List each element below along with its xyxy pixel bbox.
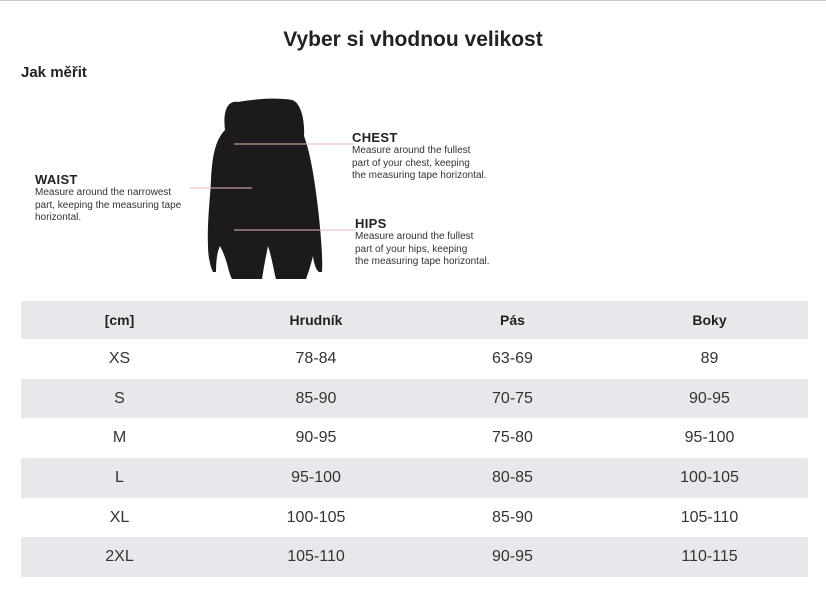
waist-cell: 75-80 — [492, 429, 533, 447]
measurement-figure — [30, 96, 520, 286]
waist-heading: WAIST — [35, 172, 78, 187]
how-to-measure-heading: Jak měřit — [21, 64, 87, 81]
waist-description: Measure around the narrowest part, keeping the measuring tape horizontal. — [35, 187, 182, 223]
header-waist: Pás — [414, 301, 611, 339]
chest-cell: 105-110 — [218, 537, 414, 577]
chest-description: Measure around the fullest part of your chest, keeping the measuring tape horizontal. — [352, 145, 487, 181]
chest-cell: 90-95 — [295, 429, 337, 447]
hips-description: Measure around the fullest part of your hips, keeping the measuring tape horizontal. — [355, 231, 490, 267]
table-row — [21, 498, 808, 538]
waist-callout — [35, 172, 225, 225]
size-cell: L — [21, 458, 218, 498]
hips-cell: 90-95 — [611, 379, 808, 419]
table-row — [21, 379, 808, 419]
waist-cell: 85-90 — [492, 508, 533, 526]
waist-cell: 63-69 — [492, 349, 533, 367]
hips-cell: 89 — [700, 349, 719, 367]
chest-cell: 78-84 — [295, 349, 337, 367]
size-cell: 2XL — [21, 537, 218, 577]
chest-cell: 95-100 — [218, 458, 414, 498]
hips-cell: 100-105 — [611, 458, 808, 498]
hips-cell: 105-110 — [680, 508, 739, 526]
waist-cell: 80-85 — [414, 458, 611, 498]
table-row — [21, 458, 808, 498]
top-divider — [0, 0, 826, 1]
hips-cell: 110-115 — [611, 537, 808, 577]
waist-cell: 90-95 — [414, 537, 611, 577]
chest-cell: 100-105 — [286, 508, 346, 526]
table-row — [21, 418, 808, 458]
size-chart-table — [21, 301, 808, 577]
table-header-row — [21, 301, 808, 339]
page-title: Vyber si vhodnou velikost — [283, 28, 543, 51]
header-hips: Boky — [611, 301, 808, 339]
hips-cell: 95-100 — [684, 429, 735, 447]
size-cell: XL — [109, 508, 130, 526]
size-cell: M — [112, 429, 127, 447]
size-cell: XS — [108, 349, 131, 367]
chest-callout — [352, 130, 532, 183]
hips-callout — [355, 216, 535, 269]
size-cell: S — [21, 379, 218, 419]
table-row — [21, 537, 808, 577]
header-chest: Hrudník — [218, 301, 414, 339]
table-row — [21, 339, 808, 379]
chest-heading: CHEST — [352, 130, 398, 145]
waist-cell: 70-75 — [414, 379, 611, 419]
hips-heading: HIPS — [355, 216, 387, 231]
chest-cell: 85-90 — [218, 379, 414, 419]
header-unit: [cm] — [21, 301, 218, 339]
